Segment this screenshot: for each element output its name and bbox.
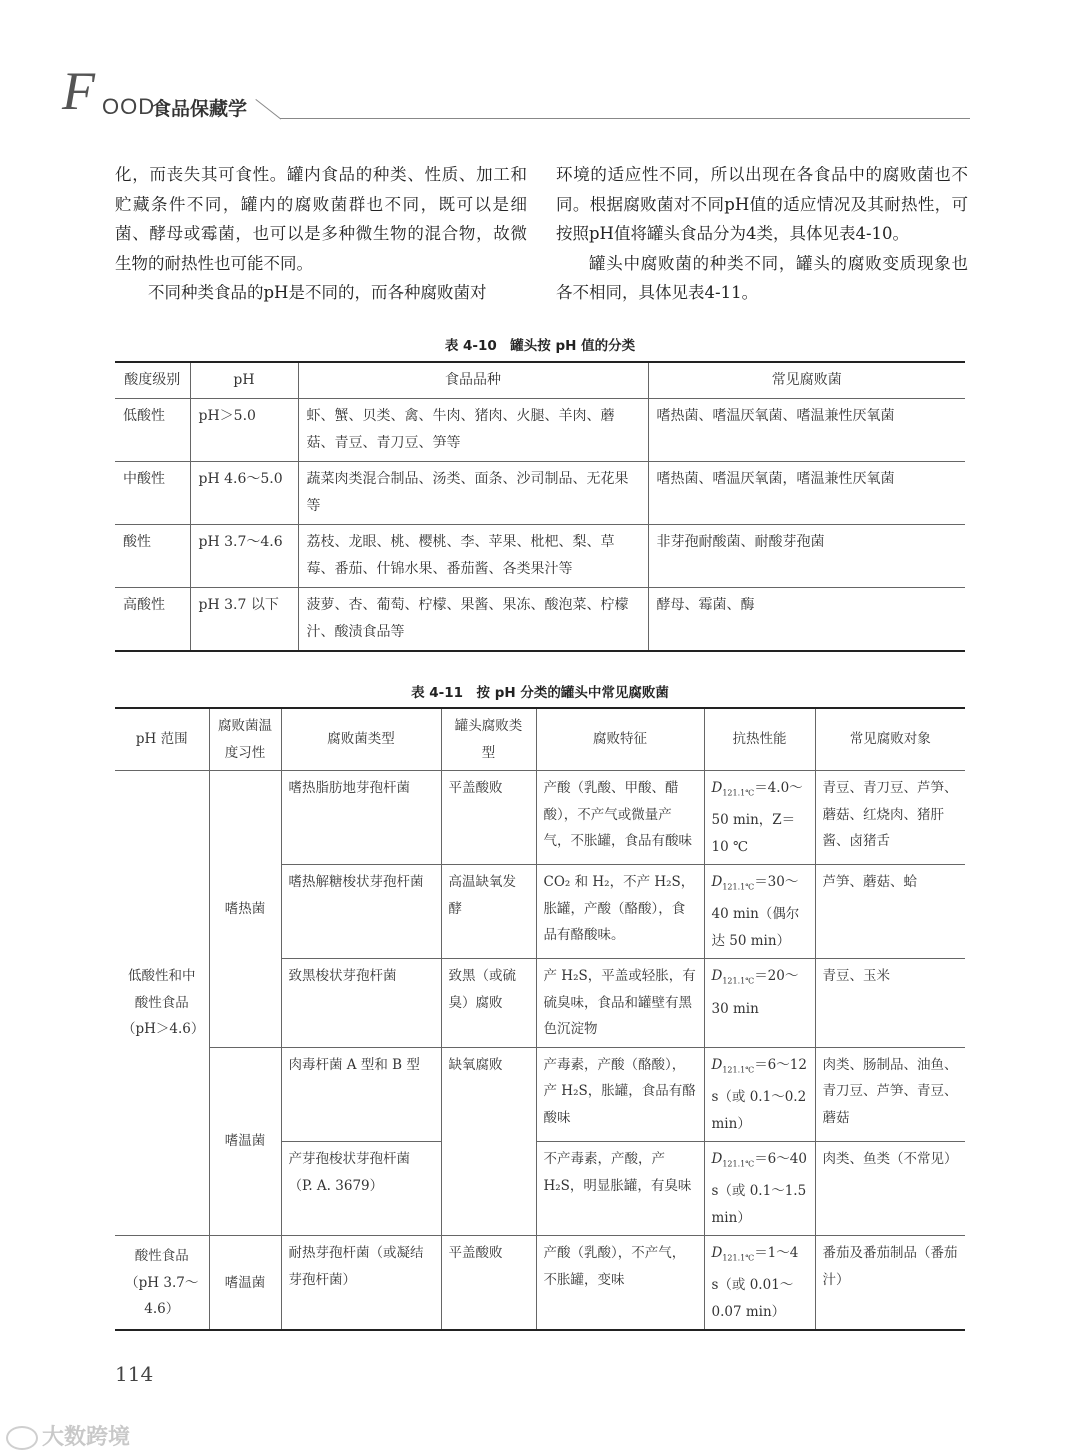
column-header: 食品品种 [298, 362, 648, 399]
header-slash [255, 99, 281, 119]
table-cell: 产 H₂S，平盖或轻胀，有硫臭味，食品和罐壁有黑色沉淀物 [536, 959, 704, 1048]
heat-resistance-cell [704, 1047, 815, 1141]
table-header-row [115, 708, 965, 771]
column-header: 抗热性能 [704, 708, 815, 771]
table-cell: 酵母、霉菌、酶 [648, 588, 965, 652]
column-header: 酸度级别 [115, 362, 190, 399]
d-value-symbol: D [711, 968, 723, 985]
table-cell: 青豆、青刀豆、芦笋、蘑菇、红烧肉、猪肝酱、卤猪舌 [815, 771, 965, 865]
column-header: 常见腐败对象 [815, 708, 965, 771]
table-row [115, 525, 965, 588]
table-cell: pH 3.7 以下 [190, 588, 298, 652]
column-header: 腐败菌温度习性 [209, 708, 281, 771]
paragraph: 环境的适应性不同，所以出现在各食品中的腐败菌也不同。根据腐败菌对不同pH值的适应情况及其耐热性，可按照pH值将罐头食品分为4类，具体见表4-10。 [556, 165, 968, 243]
table-cell: 致黑（或硫臭）腐败 [441, 959, 536, 1048]
table-cell: 产酸（乳酸、甲酸、醋酸），不产气或微量产气，不胀罐，食品有酸味 [536, 771, 704, 865]
table-cell: 嗜热解糖梭状芽孢杆菌 [281, 865, 441, 959]
d-value-symbol: D [711, 1151, 723, 1168]
table-row [115, 588, 965, 652]
heat-resistance-cell [704, 771, 815, 865]
table-4-10 [115, 361, 965, 652]
heat-resistance-cell [704, 959, 815, 1048]
heat-value: ＝4.0～50 min，Z＝10 ℃ [711, 780, 803, 855]
d-value-subscript: 121.1℃ [722, 1065, 755, 1075]
table-cell: 缺氧腐败 [441, 1047, 536, 1235]
table-cell: 产酸（乳酸），不产气，不胀罐，变味 [536, 1236, 704, 1331]
table-cell: 肉类、鱼类（不常见） [815, 1142, 965, 1236]
table-cell: 肉类、肠制品、油鱼、青刀豆、芦笋、青豆、蘑菇 [815, 1047, 965, 1141]
watermark [6, 1420, 130, 1451]
book-title: 食品保藏学 [152, 98, 248, 120]
column-header: 腐败特征 [536, 708, 704, 771]
column-header: 腐败菌类型 [281, 708, 441, 771]
heat-value: ＝6～12 s（或 0.1～0.2 min） [711, 1056, 807, 1132]
temp-habit-cell: 嗜温菌 [209, 1236, 281, 1331]
table-cell: 菠萝、杏、葡萄、柠檬、果酱、果冻、酸泡菜、柠檬汁、酸渍食品等 [298, 588, 648, 652]
d-value-symbol: D [711, 874, 723, 891]
heat-resistance-cell [704, 1236, 815, 1331]
table-cell: pH＞5.0 [190, 399, 298, 462]
table-cell: 芦笋、蘑菇、蛤 [815, 865, 965, 959]
table-cell: 酸性 [115, 525, 190, 588]
table-cell: 高酸性 [115, 588, 190, 652]
table-row [115, 462, 965, 525]
table-cell: 肉毒杆菌 A 型和 B 型 [281, 1047, 441, 1141]
table-row [115, 1236, 965, 1331]
temp-habit-cell: 嗜温菌 [209, 1047, 281, 1235]
table-cell: pH 3.7～4.6 [190, 525, 298, 588]
header-rule [280, 118, 970, 119]
table-cell: pH 4.6～5.0 [190, 462, 298, 525]
d-value-subscript: 121.1℃ [722, 788, 755, 798]
logo-ood: OOD [102, 94, 156, 119]
column-header: pH 范围 [115, 708, 209, 771]
ph-range-cell: 酸性食品（pH 3.7～4.6） [115, 1236, 209, 1331]
table-cell: 嗜热菌、嗜温厌氧菌、嗜温兼性厌氧菌 [648, 399, 965, 462]
table-cell: 嗜热菌、嗜温厌氧菌，嗜温兼性厌氧菌 [648, 462, 965, 525]
running-header [60, 61, 970, 128]
table-row [115, 771, 965, 865]
table-cell: 番茄及番茄制品（番茄汁） [815, 1236, 965, 1331]
table-cell: 青豆、玉米 [815, 959, 965, 1048]
ph-range-cell: 低酸性和中酸性食品（pH＞4.6） [115, 771, 209, 1236]
table-cell: 产毒素，产酸（酪酸），产 H₂S，胀罐，食品有酪酸味 [536, 1047, 704, 1141]
d-value-subscript: 121.1℃ [722, 882, 755, 892]
heat-value: ＝6～40 s（或 0.1～1.5 min） [711, 1151, 807, 1226]
d-value-subscript: 121.1℃ [722, 1159, 755, 1169]
body-column-left [115, 160, 527, 308]
table-cell: 不产毒素，产酸，产 H₂S，明显胀罐，有臭味 [536, 1142, 704, 1236]
table-cell: 中酸性 [115, 462, 190, 525]
heat-resistance-cell [704, 1142, 815, 1236]
body-column-right [556, 160, 968, 308]
paragraph: 不同种类食品的pH是不同的，而各种腐败菌对 [148, 283, 487, 302]
table-cell: CO₂ 和 H₂，不产 H₂S，胀罐，产酸（酪酸），食品有酪酸味。 [536, 865, 704, 959]
table-cell: 虾、蟹、贝类、禽、牛肉、猪肉、火腿、羊肉、蘑菇、青豆、青刀豆、笋等 [298, 399, 648, 462]
table-header-row [115, 362, 965, 399]
column-header: pH [190, 362, 298, 399]
table-cell: 耐热芽孢杆菌（或凝结芽孢杆菌） [281, 1236, 441, 1331]
table-cell: 荔枝、龙眼、桃、樱桃、李、苹果、枇杷、梨、草莓、番茄、什锦水果、番茄酱、各类果汁等 [298, 525, 648, 588]
table-cell: 嗜热脂肪地芽孢杆菌 [281, 771, 441, 865]
column-header: 罐头腐败类型 [441, 708, 536, 771]
table-row [115, 399, 965, 462]
heat-value: ＝20～30 min [711, 968, 799, 1017]
watermark-logo-icon [6, 1426, 38, 1450]
d-value-subscript: 121.1℃ [722, 1253, 755, 1263]
table-cell: 平盖酸败 [441, 1236, 536, 1331]
page-number: 114 [115, 1362, 154, 1386]
table-cell: 致黑梭状芽孢杆菌 [281, 959, 441, 1048]
d-value-symbol: D [711, 1245, 723, 1262]
table-cell: 蔬菜肉类混合制品、汤类、面条、沙司制品、无花果等 [298, 462, 648, 525]
paragraph: 化，而丧失其可食性。罐内食品的种类、性质、加工和贮藏条件不同，罐内的腐败菌群也不同，既可以是细菌、酵母或霉菌，也可以是多种微生物的混合物，故微生物的耐热性也可能不同。 [115, 165, 527, 273]
table-caption-4-10: 表 4-10 罐头按 pH 值的分类 [444, 338, 636, 354]
heat-value: ＝1～4 s（或 0.01～0.07 min） [711, 1245, 799, 1320]
table-4-11 [115, 707, 965, 1331]
logo-letter-f: F [62, 61, 95, 121]
temp-habit-cell: 嗜热菌 [209, 771, 281, 1048]
heat-value: ＝30～40 min（偶尔达 50 min） [711, 874, 800, 949]
table-row [115, 1047, 965, 1141]
table-cell: 非芽孢耐酸菌、耐酸芽孢菌 [648, 525, 965, 588]
table-cell: 低酸性 [115, 399, 190, 462]
table-cell: 高温缺氧发酵 [441, 865, 536, 959]
column-header: 常见腐败菌 [648, 362, 965, 399]
d-value-subscript: 121.1℃ [722, 977, 755, 987]
table-cell: 平盖酸败 [441, 771, 536, 865]
heat-resistance-cell [704, 865, 815, 959]
table-caption-4-11: 表 4-11 按 pH 分类的罐头中常见腐败菌 [411, 685, 669, 701]
table-cell: 产芽孢梭状芽孢杆菌（P. A. 3679） [281, 1142, 441, 1236]
watermark-text: 大数跨境 [42, 1425, 131, 1450]
d-value-symbol: D [711, 780, 723, 796]
paragraph: 罐头中腐败菌的种类不同，罐头的腐败变质现象也各不相同，具体见表4-11。 [556, 253, 968, 302]
d-value-symbol: D [711, 1056, 723, 1073]
